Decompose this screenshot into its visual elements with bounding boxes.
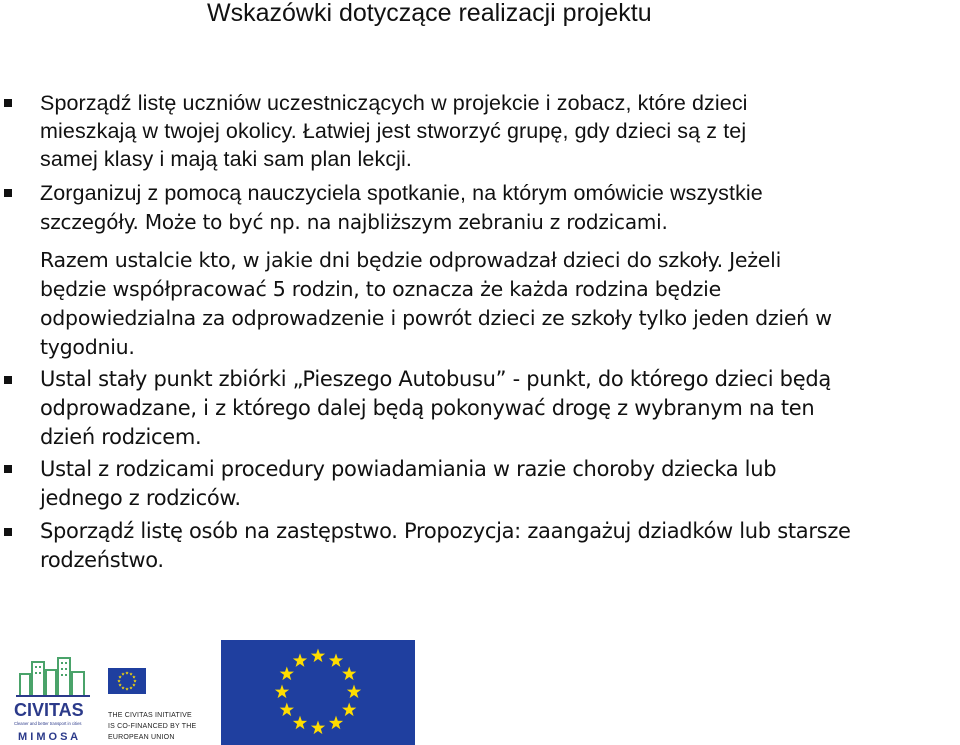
eu-text-line: EUROPEAN UNION bbox=[108, 734, 175, 741]
bullet-line: Zorganizuj z pomocą nauczyciela spotkanie, na którym omówicie wszystkie bbox=[40, 181, 763, 205]
bullet-line: odprowadzane, i z którego dalej będą pokonywać drogę z wybranym na ten bbox=[40, 396, 815, 420]
mimosa-word: M I M O S A bbox=[18, 731, 79, 743]
bullet-line: dzień rodzicem. bbox=[40, 425, 202, 449]
bullet-line: tygodniu. bbox=[40, 335, 135, 359]
bullet-line: jednego z rodziców. bbox=[40, 486, 241, 510]
bullet-line: będzie współpracować 5 rodzin, to oznacza że każda rodzina będzie bbox=[40, 277, 721, 301]
bullet-line: samej klasy i mają taki sam plan lekcji. bbox=[40, 147, 413, 171]
bullet-line: Ustal z rodzicami procedury powiadamiania w razie choroby dziecka lub bbox=[40, 457, 777, 481]
bullet-marker bbox=[4, 189, 12, 197]
bullet-line: szczegóły. Może to być np. na najbliższym zebraniu z rodzicami. bbox=[40, 210, 668, 234]
bullet-line: Razem ustalcie kto, w jakie dni będzie odprowadzał dzieci do szkoły. Jeżeli bbox=[40, 248, 782, 272]
eu-text-line: IS CO-FINANCED BY THE bbox=[108, 723, 197, 730]
civitas-mimosa-logo bbox=[12, 654, 94, 744]
bullet-line: mieszkają w twojej okolicy. Łatwiej jest stworzyć grupę, gdy dzieci są z tej bbox=[40, 119, 747, 143]
logo-strip bbox=[0, 640, 960, 745]
bullet-line: Sporządź listę osób na zastępstwo. Propozycja: zaangażuj dziadków lub starsze bbox=[40, 519, 851, 543]
bullet-line: odpowiedzialna za odprowadzenie i powrót dzieci ze szkoły tylko jeden dzień w bbox=[40, 306, 832, 330]
eu-cofinancing-text bbox=[108, 710, 198, 743]
eu-text-line: THE CIVITAS INITIATIVE bbox=[108, 712, 192, 719]
slide-title: Wskazówki dotyczące realizacji projektu bbox=[207, 0, 652, 27]
civitas-tagline: Cleaner and better transport in cities bbox=[14, 721, 82, 726]
bullet-line: rodzeństwo. bbox=[40, 548, 164, 572]
bullet-line: Ustal stały punkt zbiórki „Pieszego Autobusu” - punkt, do którego dzieci będą bbox=[40, 367, 831, 391]
bullet-marker bbox=[4, 376, 12, 384]
civitas-word: CIVITAS bbox=[14, 700, 84, 720]
bullet-line: Sporządź listę uczniów uczestniczących w projekcie i zobacz, które dzieci bbox=[40, 91, 748, 115]
bullet-marker bbox=[4, 99, 12, 107]
eu-flag-large bbox=[221, 640, 415, 745]
bullet-marker bbox=[4, 465, 12, 473]
bullet-marker bbox=[4, 528, 12, 536]
eu-flag-small bbox=[108, 668, 146, 694]
